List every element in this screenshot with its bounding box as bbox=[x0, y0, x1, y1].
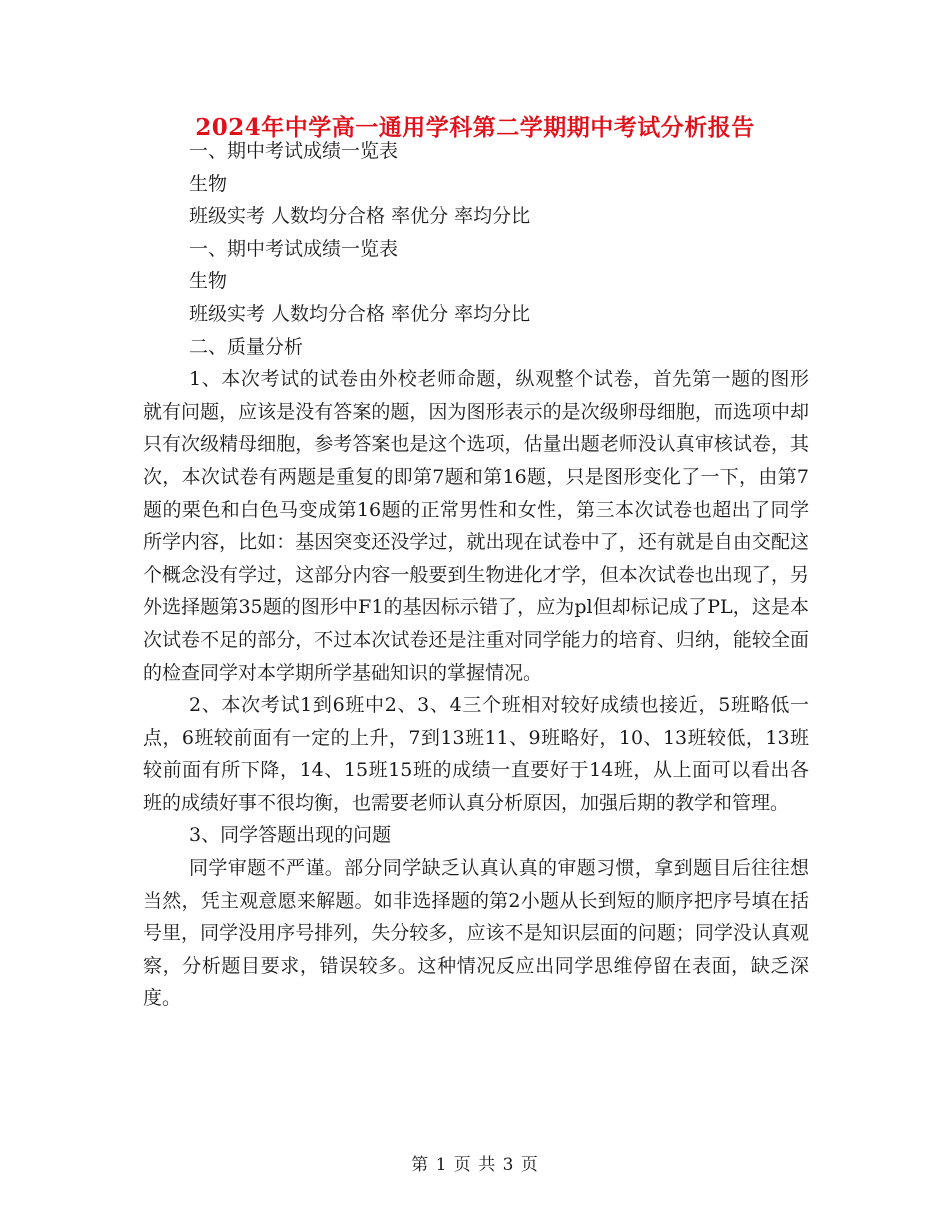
paragraph-student-issues: 同学审题不严谨。部分同学缺乏认真认真的审题习惯，拿到题目后往往想当然，凭主观意愿来解题。如非选择题的第2小题从长到短的顺序把序号填在括号里，同学没用序号排列，失分较多，应该不是知识层面的问题；同学没认真观察，分析题目要求，错误较多。这种情况反应出同学思维停留在表面，缺乏深度。 bbox=[143, 857, 809, 1010]
section-heading-quality-analysis: 二、质量分析 bbox=[189, 335, 304, 358]
section-heading-score-table: 一、期中考试成绩一览表 bbox=[189, 140, 399, 162]
table-header-line: 班级实考 人数均分合格 率优分 率均分比 bbox=[189, 205, 531, 228]
page-number-footer: 第 1 页 共 3 页 bbox=[411, 1155, 539, 1175]
subject-label-repeat: 生物 bbox=[189, 270, 228, 293]
paragraph-student-issues-heading: 3、同学答题出现的问题 bbox=[189, 824, 392, 847]
subject-label: 生物 bbox=[189, 172, 228, 195]
paragraph-exam-paper-analysis: 1、本次考试的试卷由外校老师命题，纵观整个试卷，首先第一题的图形就有问题，应该是没有答案的题，因为图形表示的是次级卵母细胞，而选项中却只有次级精母细胞，参考答案也是这个选项，估量出题老师没认真审核试卷，其次，本次试卷有两题是重复的即第7题和第16题，只是图形变化了一下，由第7题的栗色和白色马变成第16题的正常男性和女性，第三本次试卷也超出了同学所学内容，比如：基因突变还没学过，就出现在试卷中了，还有就是自由交配这个概念没有学过，这部分内容一般要到生物进化才学，但本次试卷也出现了，另外选择题第35题的图形中F1的基因标示错了，应为pl但却标记成了PL，这是本次试卷不足的部分，不过本次试卷还是注重对同学能力的培育、归纳，能较全面的检查同学对本学期所学基础知识的掌握情况。 bbox=[143, 368, 809, 684]
paragraph-class-results: 2、本次考试1到6班中2、3、4三个班相对较好成绩也接近，5班略低一点，6班较前面有一定的上升，7到13班11、9班略好，10、13班较低，13班较前面有所下降，14、15班15班的成绩一直要好于14班，从上面可以看出各班的成绩好事不很均衡，也需要老师认真分析原因，加强后期的教学和管理。 bbox=[143, 694, 809, 814]
document-title: 2024年中学高一通用学科第二学期期中考试分析报告 bbox=[195, 114, 755, 141]
table-header-line-repeat: 班级实考 人数均分合格 率优分 率均分比 bbox=[189, 302, 531, 325]
section-heading-score-table-repeat: 一、期中考试成绩一览表 bbox=[189, 237, 399, 260]
document-body bbox=[143, 135, 809, 1015]
